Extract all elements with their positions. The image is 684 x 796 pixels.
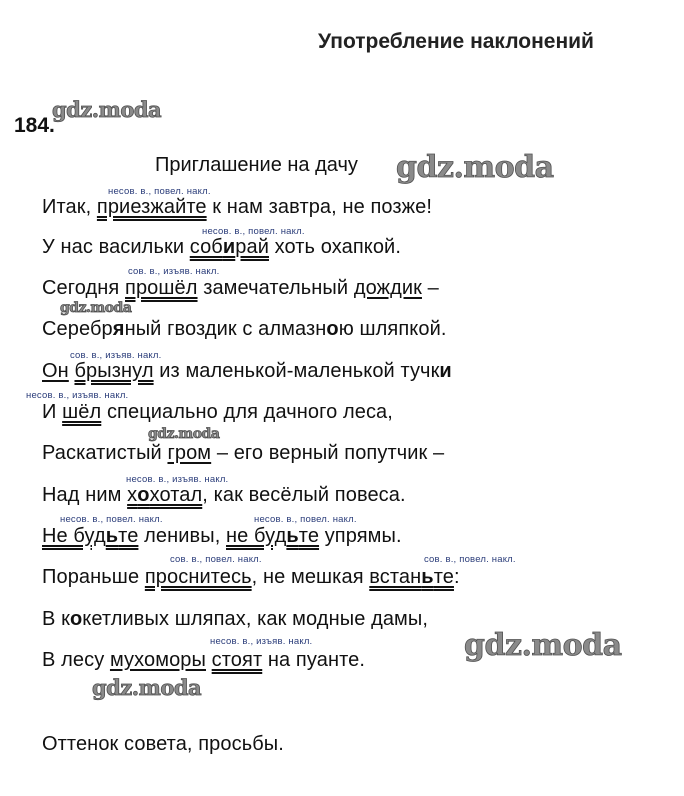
grammar-annotation: несов. в., повел. накл. — [60, 514, 163, 525]
poem-line: У нас васильки собирай хоть охапкой. — [42, 236, 401, 258]
poem-title: Приглашение на дачу — [155, 154, 358, 176]
grammar-annotation: сов. в., изъяв. накл. — [70, 350, 162, 361]
verb-underlined: не будьте — [226, 525, 320, 547]
grammar-annotation: несов. в., повел. накл. — [254, 514, 357, 525]
verb-underlined: приезжайте — [96, 196, 207, 218]
poem-line: Он брызнул из маленькой-маленькой тучки — [42, 360, 452, 382]
grammar-annotation: несов. в., изъяв. накл. — [126, 474, 229, 485]
grammar-annotation: несов. в., повел. накл. — [108, 186, 211, 197]
poem-line: Над ним хохотал, как весёлый повеса. — [42, 484, 406, 506]
poem-line: В кокетливых шляпах, как модные дамы, — [42, 608, 429, 630]
poem-line: В лесу мухоморы стоят на пуанте. — [42, 649, 366, 671]
watermark-logo: gdz.moda — [396, 150, 554, 185]
poem-line: Сегодня прошёл замечательный дождик – — [42, 277, 439, 299]
verb-underlined: брызнул — [74, 360, 154, 382]
closing-note: Оттенок совета, просьбы. — [42, 733, 284, 755]
grammar-annotation: несов. в., повел. накл. — [202, 226, 305, 237]
watermark-logo: gdz.moda — [148, 426, 220, 442]
verb-underlined: собирай — [189, 236, 269, 258]
grammar-annotation: несов. в., изъяв. накл. — [26, 390, 129, 401]
verb-underlined: проснитесь — [144, 566, 252, 588]
watermark-logo: gdz.moda — [92, 675, 202, 700]
subject-underlined: гром — [167, 442, 212, 464]
poem-line: Пораньше проснитесь, не мешкая встаньте: — [42, 566, 460, 588]
verb-underlined: стоят — [211, 649, 263, 671]
verb-underlined: хохотал — [127, 484, 203, 506]
exercise-number: 184. — [14, 114, 55, 137]
section-heading: Употребление наклонений — [318, 30, 594, 53]
watermark-logo: gdz.moda — [52, 97, 162, 122]
poem-line: Не будьте ленивы, не будьте упрямы. — [42, 525, 402, 547]
verb-underlined: встаньте — [369, 566, 454, 588]
poem-line: Серебряный гвоздик с алмазною шляпкой. — [42, 318, 447, 340]
poem-line: Раскатистый гром – его верный попутчик – — [42, 442, 445, 464]
subject-underlined: дождик — [353, 277, 422, 299]
watermark-logo: gdz.moda — [60, 300, 132, 316]
verb-underlined: Не будьте — [42, 525, 139, 547]
grammar-annotation: сов. в., повел. накл. — [170, 554, 262, 565]
watermark-logo: gdz.moda — [464, 628, 622, 663]
grammar-annotation: сов. в., повел. накл. — [424, 554, 516, 565]
grammar-annotation: несов. в., изъяв. накл. — [210, 636, 313, 647]
poem-line: И шёл специально для дачного леса, — [42, 401, 393, 423]
subject-underlined: мухоморы — [109, 649, 206, 671]
verb-underlined: прошёл — [125, 277, 198, 299]
grammar-annotation: сов. в., изъяв. накл. — [128, 266, 220, 277]
verb-underlined: шёл — [62, 401, 102, 423]
subject-underlined: Он — [42, 360, 69, 382]
poem-line: Итак, приезжайте к нам завтра, не позже! — [42, 196, 433, 218]
